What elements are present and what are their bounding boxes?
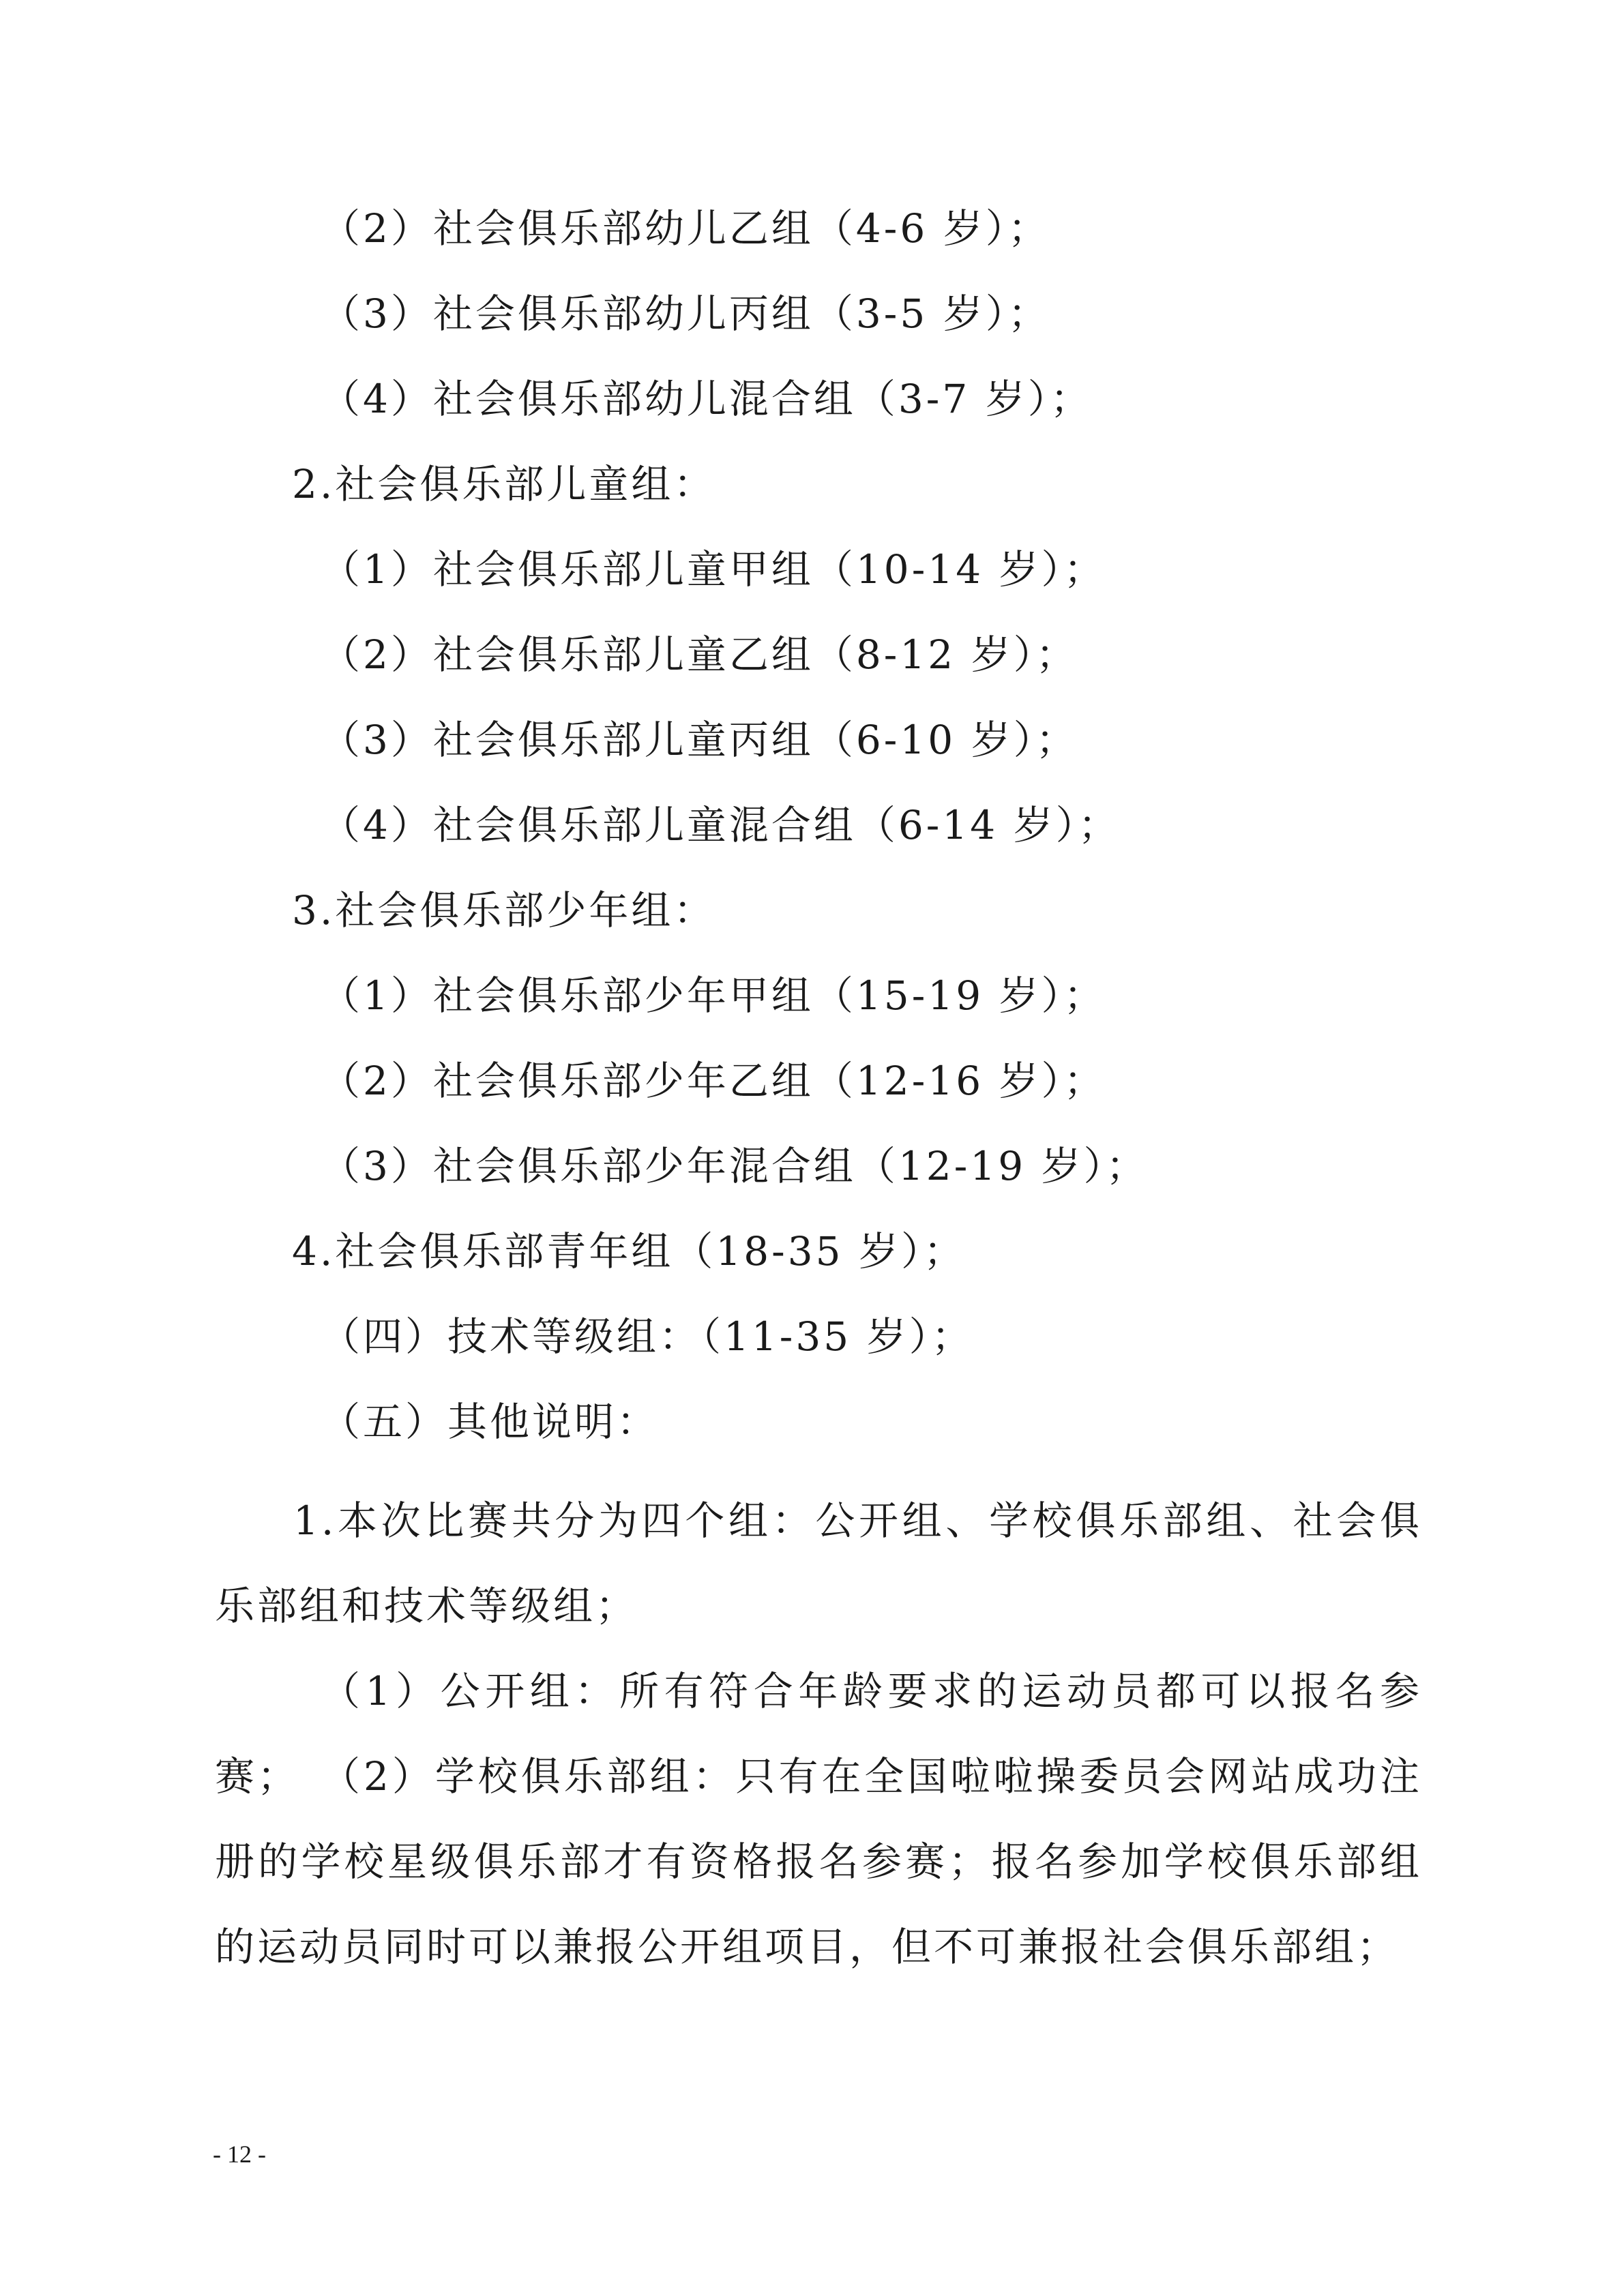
list-item: （4）社会俱乐部儿童混合组（6-14 岁）； [321,802,1121,848]
list-item: （3）社会俱乐部幼儿丙组（3-5 岁）； [321,290,1050,337]
paragraph: （1）公开组：所有符合年龄要求的运动员都可以报名参赛； [215,1668,1422,1800]
list-item: （2）社会俱乐部幼儿乙组（4-6 岁）； [321,205,1050,252]
section-heading: （五）其他说明： [321,1399,660,1445]
section-heading: 4.社会俱乐部青年组（18-35 岁）； [292,1228,966,1274]
section-heading: （四）技术等级组：（11-35 岁）； [321,1313,974,1360]
list-item: （4）社会俱乐部幼儿混合组（3-7 岁）； [321,376,1093,422]
section-heading: 3.社会俱乐部少年组： [292,887,716,934]
list-item: （1）社会俱乐部儿童甲组（10-14 岁）； [321,546,1106,593]
paragraph: 1.本次比赛共分为四个组：公开组、学校俱乐部组、社会俱乐部组和技术等级组； [215,1497,1422,1629]
list-item: （2）社会俱乐部儿童乙组（8-12 岁）； [321,631,1078,678]
paragraph: （2）学校俱乐部组：只有在全国啦啦操委员会网站成功注册的学校星级俱乐部才有资格报名参赛；报名参加学校俱乐部组的运动员同时可以兼报公开组项目，但不可兼报社会俱乐部组； [215,1753,1422,1970]
list-item: （3）社会俱乐部少年混合组（12-19 岁）； [321,1143,1149,1189]
list-item: （2）社会俱乐部少年乙组（12-16 岁）； [321,1058,1106,1104]
section-heading: 2.社会俱乐部儿童组： [292,461,716,507]
page-number: - 12 - [213,2141,266,2168]
list-item: （1）社会俱乐部少年甲组（15-19 岁）； [321,972,1106,1019]
list-item: （3）社会俱乐部儿童丙组（6-10 岁）； [321,717,1078,763]
